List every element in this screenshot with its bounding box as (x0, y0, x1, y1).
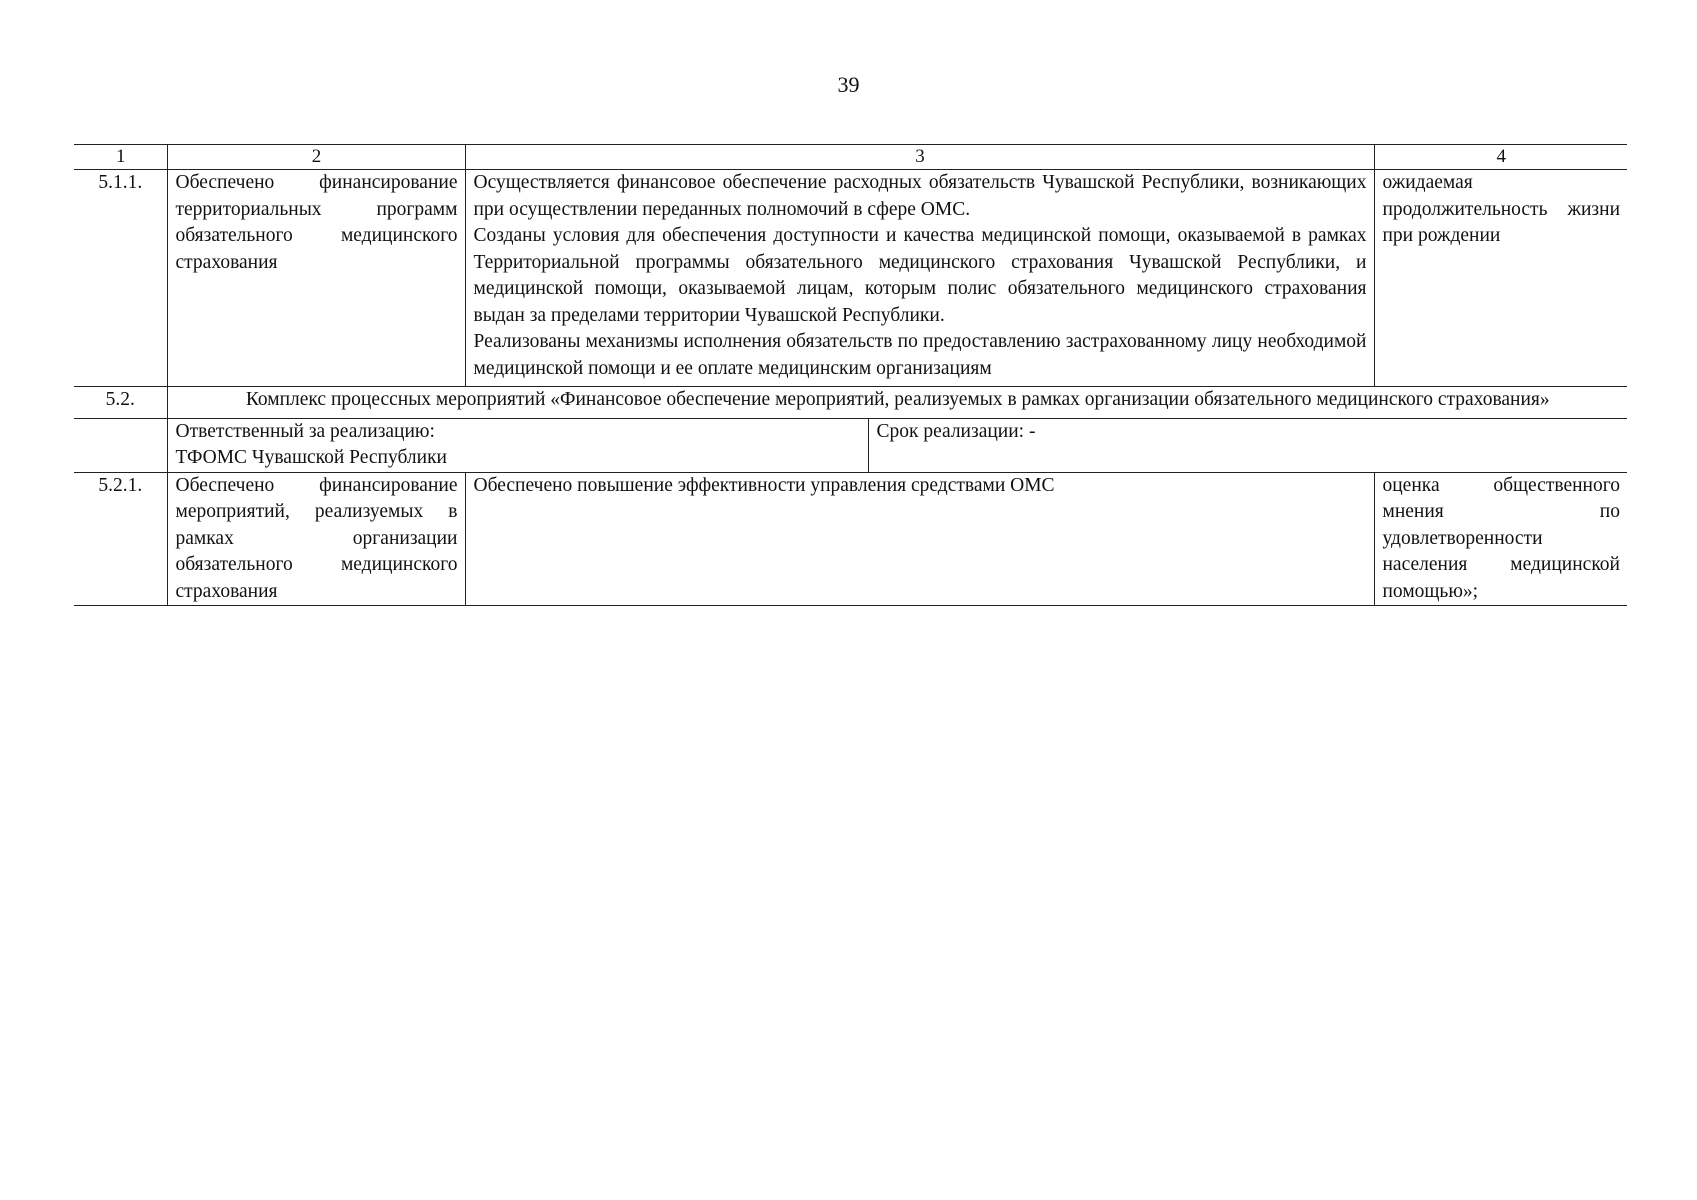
table-row-5-2 (74, 387, 1627, 419)
row-description: Обеспечено повышение эффективности управления средствами ОМС (465, 472, 1374, 606)
table-row-5-2-1 (74, 472, 1627, 606)
row-task: Обеспечено финансирование мероприятий, реализуемых в рамках организации обязательного медицинского страхования (167, 472, 465, 606)
term-text: Срок реализации: - (876, 420, 1036, 442)
description-paragraph-2: Созданы условия для обеспечения доступности и качества медицинской помощи, оказываемой в рамках Территориальной программы обязательного медицинского страхования Чувашской Республики, и медицинской помощи, оказываемой лицам, которым полис обязательного медицинского страхования выдан за пределами территории Чувашской Республики. (473, 225, 1367, 326)
header-col-4: 4 (1374, 145, 1627, 170)
row-task: Обеспечено финансирование территориальных программ обязательного медицинского страхования (167, 170, 465, 387)
row-description (465, 170, 1374, 387)
table-row-5-1-1 (74, 170, 1627, 387)
term-cell (869, 419, 1628, 472)
row-number: 5.1.1. (74, 170, 167, 387)
section-title: Комплекс процессных мероприятий «Финансовое обеспечение мероприятий, реализуемых в рамках организации обязательного медицинского страхования» (167, 387, 1627, 419)
section-meta (167, 418, 1627, 472)
plan-table (74, 144, 1627, 606)
header-col-1: 1 (74, 145, 167, 170)
header-col-3: 3 (465, 145, 1374, 170)
section-number: 5.2. (74, 387, 167, 419)
table-header-row (74, 145, 1627, 170)
responsible-value: ТФОМС Чувашской Республики (175, 447, 447, 468)
row-number: 5.2.1. (74, 472, 167, 606)
responsible-cell (168, 419, 869, 472)
page-number: 39 (837, 72, 860, 97)
row-indicator: ожидаемая продолжительность жизни при рождении (1374, 170, 1627, 387)
description-paragraph-1: Осуществляется финансовое обеспечение расходных обязательств Чувашской Республики, возникающих при осуществлении переданных полномочий в сфере ОМС. (473, 172, 1367, 220)
header-col-2: 2 (167, 145, 465, 170)
responsible-label: Ответственный за реализацию: (175, 420, 435, 442)
description-paragraph-3: Реализованы механизмы исполнения обязательств по предоставлению застрахованному лицу необходимой медицинской помощи и ее оплате медицинским организациям (473, 331, 1367, 379)
table-row-5-2-meta (74, 418, 1627, 472)
empty-cell (74, 418, 167, 472)
row-indicator: оценка общественного мнения по удовлетворенности населения медицинской помощью»; (1374, 472, 1627, 606)
